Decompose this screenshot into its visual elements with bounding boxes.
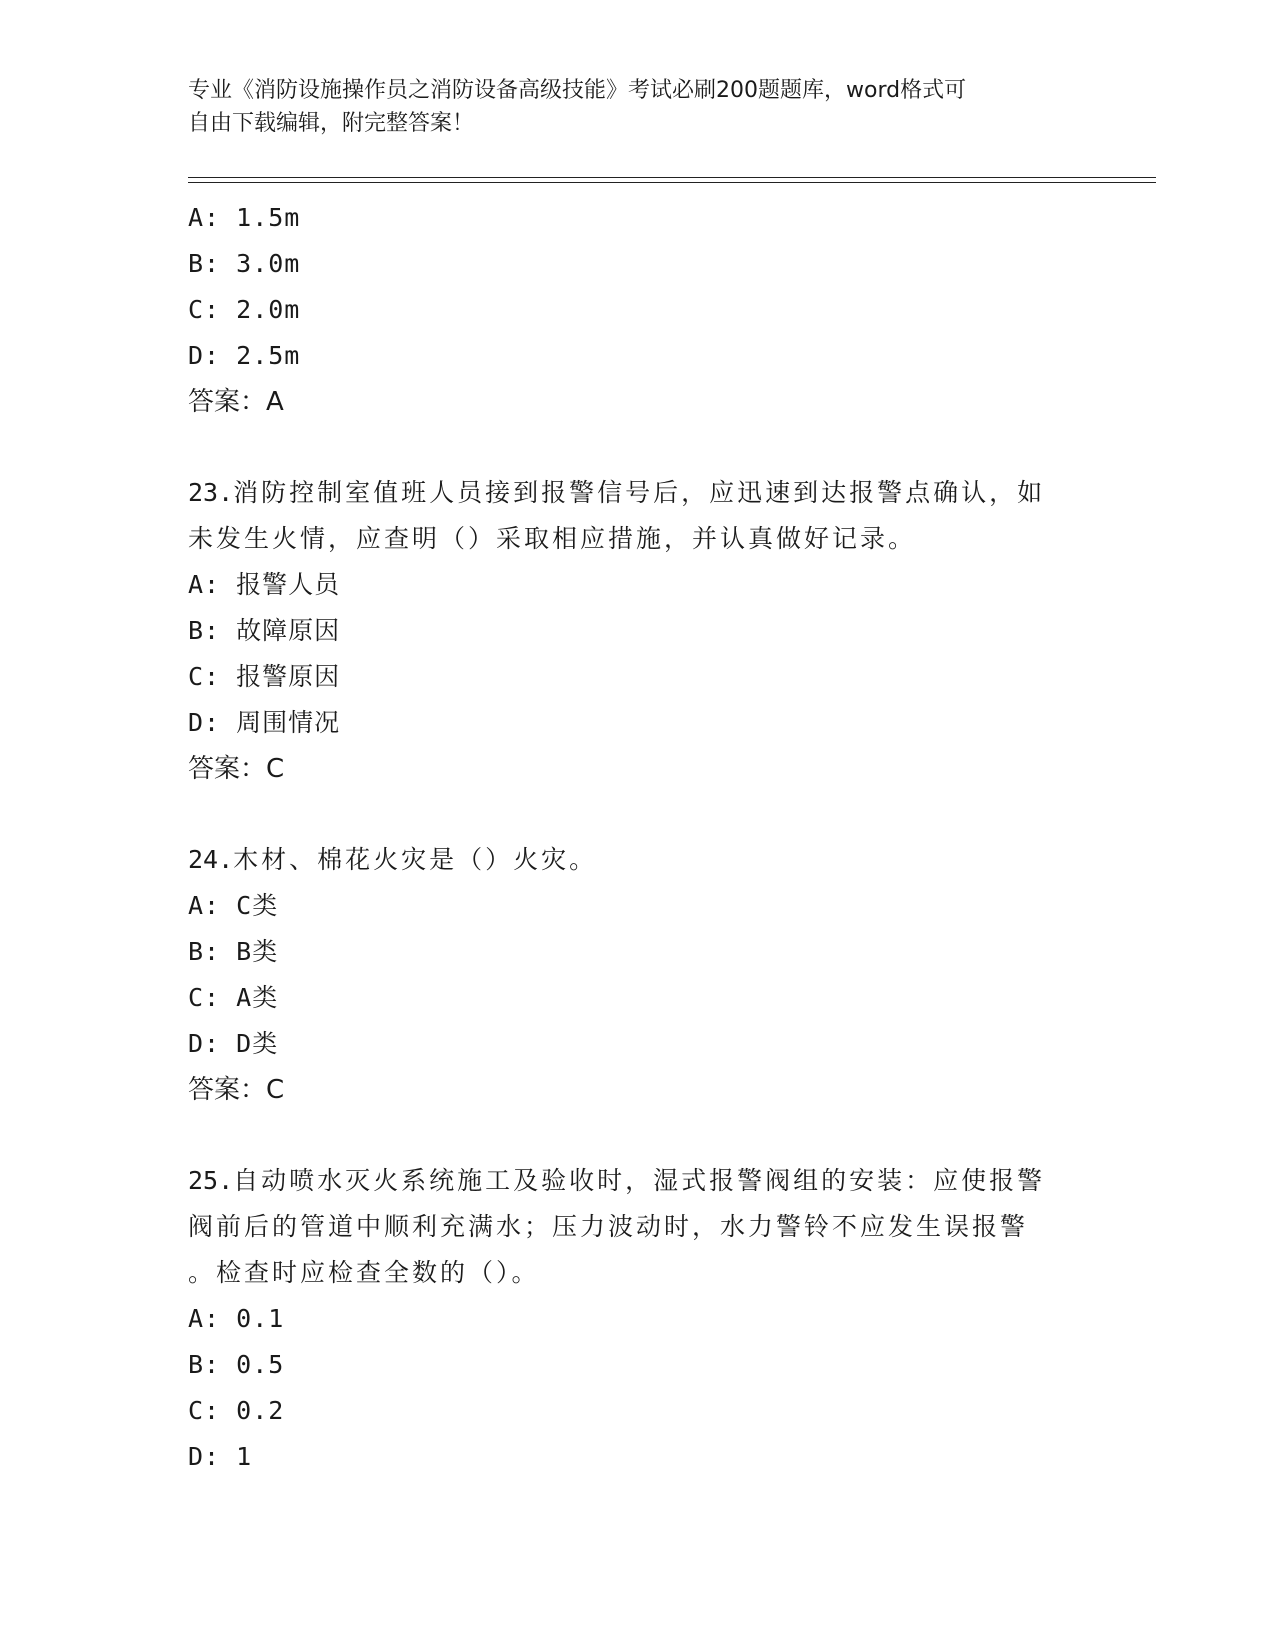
option-b: B: 故障原因 xyxy=(188,616,341,645)
question-list xyxy=(188,195,1088,1480)
option-a: A: C类 xyxy=(188,891,279,920)
header-rule-top xyxy=(188,177,1156,178)
question-line: 自动喷水灭火系统施工及验收时，湿式报警阀组的安装：应使报警 xyxy=(233,1166,1046,1195)
option-c: C: 2.0m xyxy=(188,295,301,324)
option-c: C: 报警原因 xyxy=(188,662,341,691)
document-header xyxy=(188,74,1088,140)
question-number: 25. xyxy=(188,1166,234,1195)
option-c: C: A类 xyxy=(188,983,279,1012)
answer: 答案：C xyxy=(188,754,285,784)
option-b: B: 3.0m xyxy=(188,249,301,278)
question-line: 未发生火情，应查明（）采取相应措施，并认真做好记录。 xyxy=(188,524,917,553)
header-line-2: 自由下载编辑，附完整答案！ xyxy=(188,111,475,136)
question-23 xyxy=(188,470,1088,792)
option-a: A: 报警人员 xyxy=(188,570,341,599)
option-d: D: 周围情况 xyxy=(188,708,341,737)
option-d: D: 1 xyxy=(188,1442,253,1471)
question-22-continuation xyxy=(188,195,1088,425)
question-line: 消防控制室值班人员接到报警信号后，应迅速到达报警点确认，如 xyxy=(233,478,1046,507)
question-text xyxy=(188,1158,1088,1296)
option-a: A: 1.5m xyxy=(188,203,301,232)
question-number: 24. xyxy=(188,845,234,874)
answer: 答案：C xyxy=(188,1075,285,1105)
question-25 xyxy=(188,1158,1088,1480)
question-text xyxy=(188,837,1088,883)
question-line: 。检查时应检查全数的（）。 xyxy=(188,1258,540,1287)
option-b: B: B类 xyxy=(188,937,279,966)
question-24 xyxy=(188,837,1088,1113)
answer: 答案：A xyxy=(188,387,284,417)
option-b: B: 0.5 xyxy=(188,1350,285,1379)
question-line: 阀前后的管道中顺利充满水；压力波动时，水力警铃不应发生误报警 xyxy=(188,1212,1029,1241)
question-text xyxy=(188,470,1088,562)
option-d: D: D类 xyxy=(188,1029,279,1058)
header-rule-bottom xyxy=(188,182,1156,183)
option-d: D: 2.5m xyxy=(188,341,301,370)
header-line-1: 专业《消防设施操作员之消防设备高级技能》考试必刷200题题库，word格式可 xyxy=(188,78,967,103)
option-c: C: 0.2 xyxy=(188,1396,285,1425)
option-a: A: 0.1 xyxy=(188,1304,285,1333)
question-line: 木材、棉花火灾是（）火灾。 xyxy=(233,845,598,874)
question-number: 23. xyxy=(188,478,234,507)
